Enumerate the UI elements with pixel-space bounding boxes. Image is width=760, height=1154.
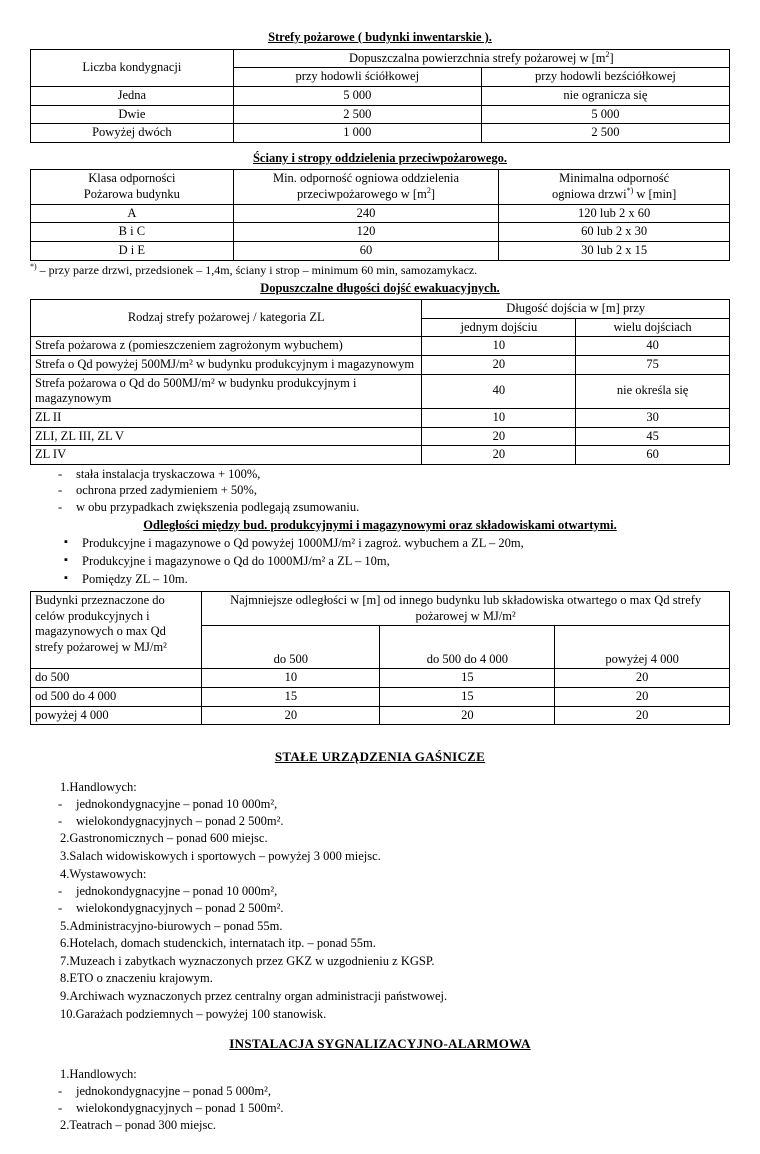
table4-cell: do 500 (31, 669, 202, 688)
table2-header-1-line2: Pożarowa budynku (83, 187, 180, 201)
table2-header-1 (31, 170, 234, 204)
table2-header-3-line2: ogniowa drzwi (551, 187, 627, 201)
table2-footnote (30, 263, 730, 278)
table-row (31, 105, 730, 124)
list-item: ▪ Pomiędzy ZL – 10m. (30, 572, 730, 588)
table-row (31, 49, 730, 68)
table-row (31, 86, 730, 105)
table4-cell: 15 (380, 669, 555, 688)
table-row (31, 223, 730, 242)
table4-header-1-line1: Budynki przeznaczone do (35, 593, 165, 608)
table2-header-2-line1: Min. odporność ogniowa oddzielenia (272, 171, 460, 186)
list-item: - ochrona przed zadymieniem + 50%, (30, 483, 730, 499)
table3-cell: 60 (576, 446, 730, 465)
table3-cell: Strefa o Qd powyżej 500MJ/m² w budynku produkcyjnym i magazynowym (31, 356, 422, 375)
table4-cell: powyżej 4 000 (31, 706, 202, 725)
table4-sub1: do 500 (202, 626, 380, 669)
table-row (31, 356, 730, 375)
list-item: 3.Salach widowiskowych i sportowych – powyżej 3 000 miejsc. (60, 849, 381, 863)
table1-header-left: Liczba kondygnacji (31, 49, 234, 86)
list-item: - wielokondygnacyjnych – ponad 2 500m². (30, 901, 730, 917)
table2-header-3-end: w [min] (633, 187, 677, 201)
table-row (31, 124, 730, 143)
fixed-extinguishing-list (30, 780, 730, 796)
table4-cell: 20 (555, 706, 730, 725)
table3-cell: 20 (422, 427, 576, 446)
list-item: 5.Administracyjno-biurowych – ponad 55m. (60, 918, 283, 933)
fixed-extinguishing-sub1 (30, 797, 730, 829)
table3-sub1: jednym dojściu (422, 318, 576, 337)
table4-header-1-line2: celów produkcyjnych i (35, 608, 150, 623)
table-row (31, 446, 730, 465)
table-row (31, 688, 730, 707)
table-row (31, 241, 730, 260)
list-item: 8.ETO o znaczeniu krajowym. (60, 971, 213, 986)
table3-cell: 30 (576, 408, 730, 427)
table1-cell: nie ogranicza się (481, 86, 729, 105)
table4-header-1 (31, 592, 202, 669)
table1-sub2: przy hodowli bezściółkowej (481, 68, 729, 87)
distances-bullets (30, 536, 730, 587)
list-item: - jednokondygnacyjne – ponad 10 000m², (30, 797, 730, 813)
table3-cell: ZLI, ZL III, ZL V (31, 427, 422, 446)
table1-cell: Dwie (31, 105, 234, 124)
table-row (31, 300, 730, 319)
table3-sub2: wielu dojściach (576, 318, 730, 337)
table4-header-1-line4: strefy pożarowej w MJ/m² (35, 640, 167, 654)
table2-cell: B i C (31, 223, 234, 242)
list-item: - w obu przypadkach zwiększenia podlegają zsumowaniu. (30, 500, 730, 516)
section6-title: INSTALACJA SYGNALIZACYJNO-ALARMOWA (229, 1036, 531, 1052)
list-item: - wielokondygnacyjnych – ponad 2 500m². (30, 814, 730, 830)
table1-cell: 1 000 (233, 124, 481, 143)
list-item: 7.Muzeach i zabytkach wyznaczonych przez GKZ w uzgodnieniu z KGSP. (60, 953, 435, 968)
table1-cell: 5 000 (481, 105, 729, 124)
list-item: 1.Handlowych: (60, 1066, 137, 1081)
table2-cell: 120 lub 2 x 60 (499, 204, 730, 223)
table1-cell: Jedna (31, 86, 234, 105)
list-item: 6.Hotelach, domach studenckich, internatach itp. – ponad 55m. (60, 936, 376, 951)
table3-cell: 45 (576, 427, 730, 446)
list-item: - jednokondygnacyjne – ponad 10 000m², (30, 884, 730, 900)
footnote-text: – przy parze drzwi, przedsionek – 1,4m, ściany i strop – minimum 60 min, samozamykacz. (36, 262, 478, 277)
table1-title: Strefy pożarowe ( budynki inwentarskie ). (268, 30, 492, 44)
list-item: ▪ Produkcyjne i magazynowe o Qd do 1000MJ/m² a ZL – 10m, (30, 554, 730, 570)
table3-cell: Strefa pożarowa o Qd do 500MJ/m² w budynku produkcyjnym i magazynowym (31, 374, 422, 408)
table3-cell: 20 (422, 356, 576, 375)
fixed-extinguishing-sub4 (30, 884, 730, 916)
table4-cell: 20 (555, 688, 730, 707)
table3-cell: 20 (422, 446, 576, 465)
table4-cell: 20 (555, 669, 730, 688)
table4-header-1-line3: magazynowych o max Qd (35, 624, 166, 639)
table3-cell: ZL II (31, 408, 422, 427)
table4-header-2-line2: pożarowej w MJ/m² (415, 608, 516, 623)
table2-header-1-line1: Klasa odporności (88, 171, 176, 186)
table2-header-3 (499, 170, 730, 204)
table2-cell: A (31, 204, 234, 223)
table2-cell: 60 (233, 241, 499, 260)
table-row (31, 706, 730, 725)
table-row (31, 204, 730, 223)
table2-header-2 (233, 170, 499, 204)
list-item: 10.Garażach podziemnych – powyżej 100 stanowisk. (60, 1006, 327, 1021)
table1-header-right-end: ] (609, 50, 614, 65)
table4-sub2: do 500 do 4 000 (380, 626, 555, 669)
fixed-extinguishing-list-cont (30, 831, 730, 882)
table1-cell: Powyżej dwóch (31, 124, 234, 143)
footnote-marker: *) (30, 261, 37, 271)
table4-cell: 20 (380, 706, 555, 725)
table3-cell: 40 (422, 374, 576, 408)
section4-title: Odległości między bud. produkcyjnymi i magazynowymi oraz składowiskami otwartymi. (143, 517, 617, 532)
alarm-system-list (30, 1067, 730, 1083)
table3-cell: ZL IV (31, 446, 422, 465)
table1-cell: 2 500 (481, 124, 729, 143)
table3-cell: nie określa się (576, 374, 730, 408)
section5-title: STAŁE URZĄDZENIA GAŚNICZE (274, 749, 486, 765)
table4-sub3: powyżej 4 000 (555, 626, 730, 669)
list-item: 4.Wystawowych: (60, 866, 147, 881)
table2-header-3-line1: Minimalna odporność (559, 171, 670, 186)
table1-sub1: przy hodowli ściółkowej (233, 68, 481, 87)
list-item: 9.Archiwach wyznaczonych przez centralny organ administracji państwowej. (60, 989, 448, 1003)
fire-zones-table (30, 49, 730, 143)
table2-cell: 60 lub 2 x 30 (499, 223, 730, 242)
table3-cell: 40 (576, 337, 730, 356)
list-item: 2.Teatrach – ponad 300 miejsc. (60, 1118, 217, 1133)
walls-ceilings-table (30, 169, 730, 260)
table1-header-sup: 2 (605, 49, 610, 59)
distances-table (30, 591, 730, 725)
table3-header-1: Rodzaj strefy pożarowej / kategoria ZL (31, 300, 422, 337)
fixed-extinguishing-list-end (30, 919, 730, 1023)
table-row (31, 592, 730, 626)
table2-header-2-sup: 2 (426, 185, 431, 195)
table3-header-2: Długość dojścia w [m] przy (422, 300, 730, 319)
alarm-system-list-end (30, 1118, 730, 1134)
table2-header-2-line2: przeciwpożarowego w [m (297, 187, 427, 201)
table3-cell: 10 (422, 408, 576, 427)
table2-header-2-end: ] (430, 187, 435, 201)
increase-list (30, 467, 730, 516)
table4-cell: 10 (202, 669, 380, 688)
table1-cell: 5 000 (233, 86, 481, 105)
table-row (31, 427, 730, 446)
table4-header-2 (202, 592, 730, 626)
table3-title: Dopuszczalne długości dojść ewakuacyjnych. (260, 280, 500, 295)
table-row (31, 337, 730, 356)
table-row (31, 669, 730, 688)
table-row (31, 170, 730, 204)
table-row (31, 408, 730, 427)
table2-cell: 30 lub 2 x 15 (499, 241, 730, 260)
escape-routes-table (30, 299, 730, 465)
list-item: - stała instalacja tryskaczowa + 100%, (30, 467, 730, 483)
table1-header-right (233, 49, 729, 68)
list-item: 2.Gastronomicznych – ponad 600 miejsc. (60, 831, 268, 846)
table1-cell: 2 500 (233, 105, 481, 124)
table2-cell: D i E (31, 241, 234, 260)
table4-header-2-line1: Najmniejsze odległości w [m] od innego budynku lub składowiska otwartego o max Qd strefy (230, 593, 702, 608)
table1-header-right-text: Dopuszczalna powierzchnia strefy pożarowej w [m (349, 50, 606, 65)
table2-header-3-sup: *) (626, 185, 634, 195)
alarm-system-sub1 (30, 1084, 730, 1116)
table3-cell: 10 (422, 337, 576, 356)
table-row (31, 374, 730, 408)
list-item: - jednokondygnacyjne – ponad 5 000m², (30, 1084, 730, 1100)
list-item: 1.Handlowych: (60, 779, 137, 794)
table3-cell: 75 (576, 356, 730, 375)
list-item: - wielokondygnacyjnych – ponad 1 500m². (30, 1101, 730, 1117)
table2-cell: 120 (233, 223, 499, 242)
list-item: ▪ Produkcyjne i magazynowe o Qd powyżej 1000MJ/m² i zagroż. wybuchem a ZL – 20m, (30, 536, 730, 552)
table3-cell: Strefa pożarowa z (pomieszczeniem zagrożonym wybuchem) (31, 337, 422, 356)
table4-cell: od 500 do 4 000 (31, 688, 202, 707)
table2-title: Ściany i stropy oddzielenia przeciwpożarowego. (252, 150, 508, 165)
table4-cell: 15 (380, 688, 555, 707)
table2-cell: 240 (233, 204, 499, 223)
table4-cell: 20 (202, 706, 380, 725)
table4-cell: 15 (202, 688, 380, 707)
